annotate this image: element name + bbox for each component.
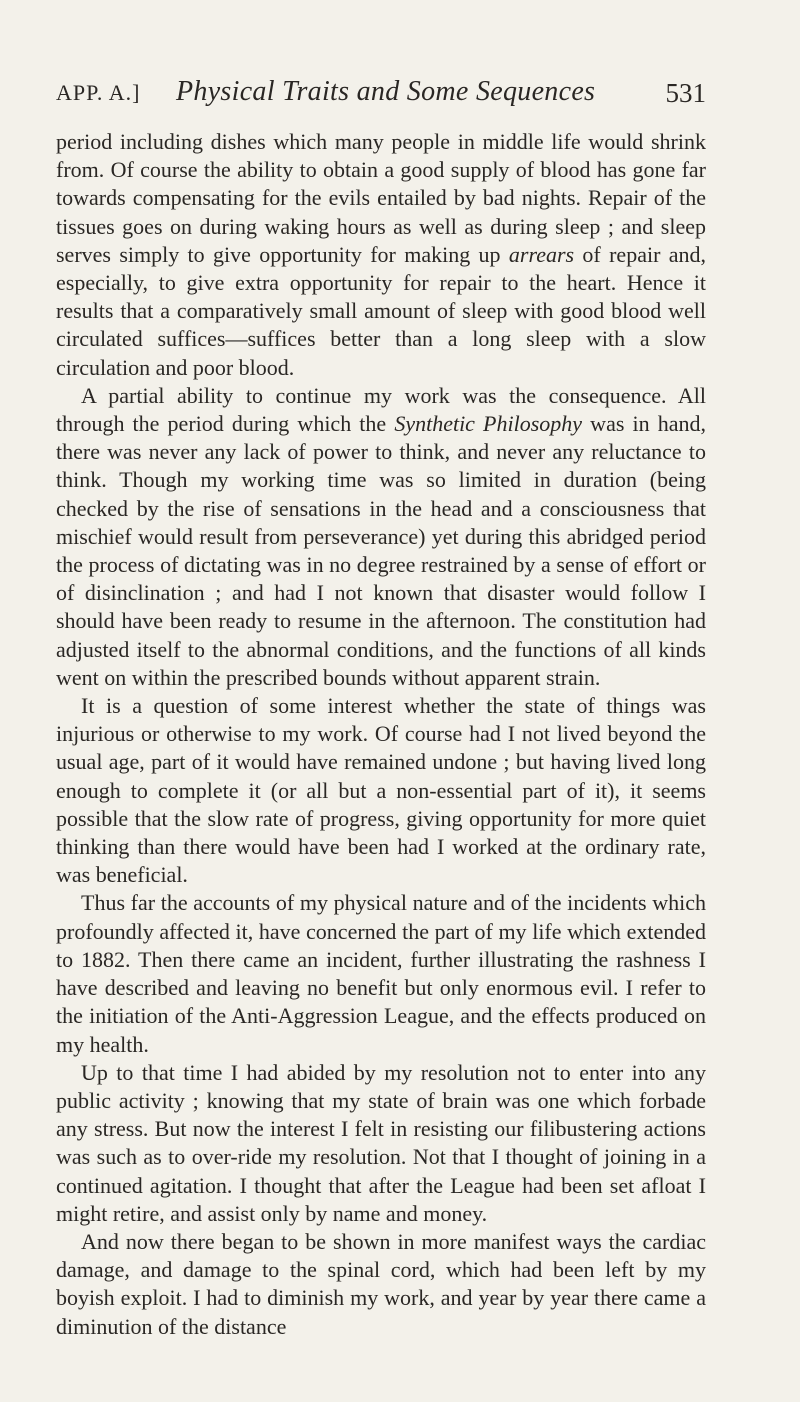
paragraph-4: Thus far the accounts of my physical nature and of the incidents which profoundly affected it, have concerned the part of my life which extended to 1882. Then there came an incident, further illustrating the rashness I have described and leaving no benefit but only enormous evil. I refer to the initiation of the Anti-Aggression League, and the effects produced on my health. — [56, 890, 706, 1057]
running-header — [56, 72, 706, 112]
italic-term: arrears — [508, 241, 575, 267]
appendix-label: APP. A.] — [56, 80, 141, 105]
paragraph-2: A partial ability to continue my work was the consequence. All through the period during which the Synthetic Philosophy was in hand, there was never any lack of power to think, and never any reluctance to think. Though my working time was so limited in duration (being checked by the rise of sensations in the head and a consciousness that mischief would result from perseverance) yet during this abridged period the process of dictating was in no degree restrained by a sense of effort or of disinclination ; and had I not known that disaster would follow I should have been ready to resume in the afternoon. The constitution had adjusted itself to the abnormal conditions, and the functions of all kinds went on within the prescribed bounds without apparent strain. — [56, 382, 707, 690]
paragraph-5: Up to that time I had abided by my resolution not to enter into any public activity ; knowing that my state of brain was one which forbade any stress. But now the interest I felt in resisting our filibustering actions was such as to over-ride my resolution. Not that I thought of joining in a continued agitation. I thought that after the League had been set afloat I might retire, and assist only by name and money. — [56, 1059, 706, 1226]
italic-book-title: Synthetic Philosophy — [394, 411, 583, 437]
paragraph-3: It is a question of some interest whether the state of things was injurious or otherwise to my work. Of course had I not lived beyond the usual age, part of it would have remained undone ; but having lived long enough to complete it (or all but a non-essential part of it), it seems possible that the slow rate of progress, giving opportunity for more quiet thinking than there would have been had I worked at the ordinary rate, was beneficial. — [56, 693, 706, 888]
paragraph-1: period including dishes which many people in middle life would shrink from. Of course the ability to obtain a good supply of blood has gone far towards compensating for the evils entailed by bad nights. Repair of the tissues goes on during waking hours as well as during sleep ; and sleep serves simply to give opportunity for making up arrears of repair and, especially, to give extra opportunity for repair to the heart. Hence it results that a comparatively small amount of sleep with good blood well circulated suffices—suffices better than a long sleep with a slow circulation and poor blood. — [56, 129, 706, 380]
page-number: 531 — [665, 78, 706, 108]
paragraph-6: And now there began to be shown in more manifest ways the cardiac damage, and damage to the spinal cord, which had been left by my boyish exploit. I had to diminish my work, and year by year there came a diminution of the distance — [56, 1228, 706, 1339]
body-text — [56, 128, 706, 1341]
running-title: Physical Traits and Some Sequences — [176, 76, 596, 107]
